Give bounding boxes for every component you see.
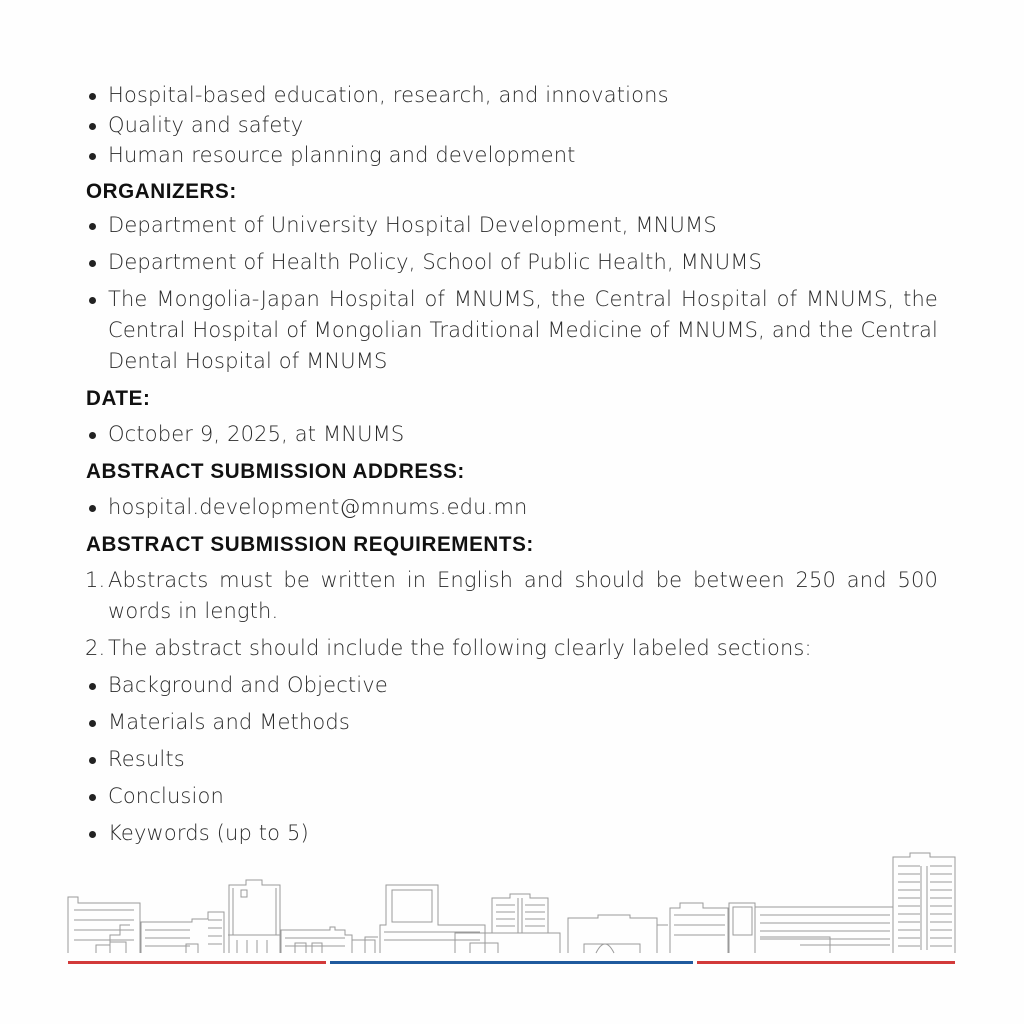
section-item: Keywords (up to 5): [86, 818, 938, 849]
bullet-icon: [89, 123, 96, 130]
list-item: The Mongolia-Japan Hospital of MNUMS, the Central Hospital of MNUMS, the Central Hospital of Mongolian Traditional Medicine of MNUMS, and the Central Dental Hospital of MNUMS: [86, 284, 938, 377]
bullet-icon: [89, 432, 96, 439]
topics-list: [86, 80, 938, 170]
email-link[interactable]: hospital.development@mnums.edu.mn: [86, 492, 938, 523]
footer-line-blue-center: [330, 961, 693, 964]
bullet-icon: [89, 153, 96, 160]
bullet-icon: [89, 757, 96, 764]
bullet-icon: [89, 260, 96, 267]
bullet-icon: [89, 683, 96, 690]
bullet-icon: [89, 794, 96, 801]
footer-line-red-left: [68, 961, 326, 964]
numbered-item: 2. The abstract should include the following clearly labeled sections:: [85, 636, 812, 660]
document-body: [86, 80, 938, 849]
date-value: October 9, 2025, at MNUMS: [86, 419, 938, 450]
bullet-icon: [89, 93, 96, 100]
list-item: Department of University Hospital Development, MNUMS: [86, 210, 938, 241]
list-item: Hospital-based education, research, and innovations: [86, 80, 938, 110]
section-item: Results: [86, 744, 938, 775]
numbered-item: 1. Abstracts must be written in English and should be between 250 and 500 words in length.: [85, 568, 938, 623]
section-item: Conclusion: [86, 781, 938, 812]
bullet-icon: [89, 297, 96, 304]
section-item: Background and Objective: [86, 670, 938, 701]
bullet-icon: [89, 223, 96, 230]
hospital-skyline-illustration: [60, 848, 964, 972]
organizers-list: [86, 210, 938, 377]
address-heading: ABSTRACT SUBMISSION ADDRESS:: [86, 459, 465, 483]
list-item: Human resource planning and development: [86, 140, 938, 170]
date-heading: DATE:: [86, 386, 151, 410]
requirements-heading: ABSTRACT SUBMISSION REQUIREMENTS:: [86, 532, 534, 556]
section-item: Materials and Methods: [86, 707, 938, 738]
list-item: Quality and safety: [86, 110, 938, 140]
footer-line-red-right: [697, 961, 955, 964]
list-item: Department of Health Policy, School of Public Health, MNUMS: [86, 247, 938, 278]
bullet-icon: [89, 720, 96, 727]
organizers-heading: ORGANIZERS:: [86, 179, 237, 203]
bullet-icon: [89, 505, 96, 512]
bullet-icon: [89, 831, 96, 838]
requirements-list: [86, 565, 938, 849]
